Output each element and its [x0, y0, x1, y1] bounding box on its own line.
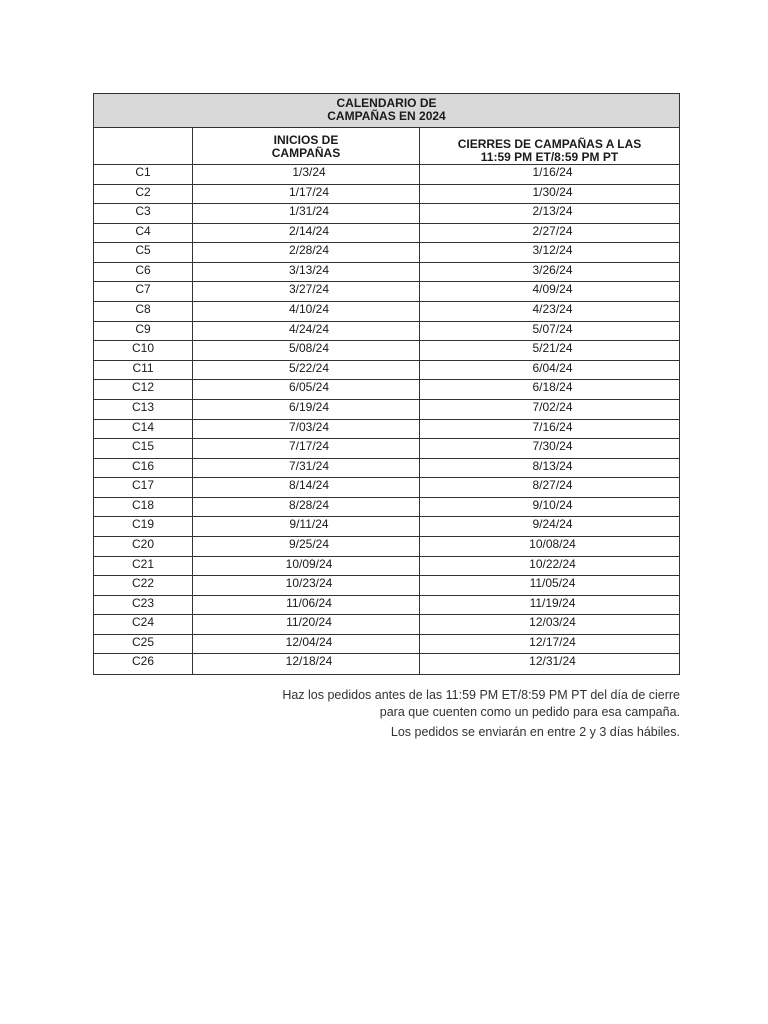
table-header-row	[94, 128, 679, 165]
campaign-cell: C11	[94, 361, 193, 380]
campaign-cell: C17	[94, 478, 193, 497]
start-date-cell: 12/04/24	[193, 635, 420, 654]
campaign-cell: C4	[94, 224, 193, 243]
start-date-cell: 8/28/24	[193, 498, 420, 517]
campaign-cell: C1	[94, 165, 193, 184]
campaign-cell: C10	[94, 341, 193, 360]
table-row	[94, 596, 679, 616]
table-row	[94, 517, 679, 537]
start-date-cell: 8/14/24	[193, 478, 420, 497]
header-close	[420, 128, 679, 164]
close-date-cell: 11/19/24	[529, 595, 576, 610]
campaign-cell: C3	[94, 204, 193, 223]
header-start-line1: INICIOS DE	[273, 133, 339, 147]
start-date-cell: 9/25/24	[193, 537, 420, 556]
start-date-cell: 10/09/24	[193, 557, 420, 576]
start-date-cell: 1/3/24	[193, 165, 420, 184]
campaign-cell: C16	[94, 459, 193, 478]
close-date-cell: 6/04/24	[532, 360, 573, 375]
start-date-cell: 12/18/24	[193, 654, 420, 674]
start-date-cell: 4/10/24	[193, 302, 420, 321]
table-row	[94, 302, 679, 322]
start-date-cell: 10/23/24	[193, 576, 420, 595]
table-title-line2: CAMPAÑAS EN 2024	[327, 109, 446, 123]
table-row	[94, 185, 679, 205]
close-date-cell: 1/30/24	[532, 184, 573, 199]
table-row	[94, 263, 679, 283]
start-date-cell: 4/24/24	[193, 322, 420, 341]
table-row	[94, 204, 679, 224]
footer-line2: para que cuenten como un pedido para esa campaña.	[379, 705, 680, 719]
start-date-cell: 1/31/24	[193, 204, 420, 223]
close-date-cell: 4/09/24	[532, 282, 573, 297]
close-date-cell: 10/22/24	[529, 556, 576, 571]
campaign-cell: C15	[94, 439, 193, 458]
close-date-cell: 7/30/24	[532, 439, 573, 454]
close-date-cell: 7/16/24	[532, 419, 573, 434]
table-row	[94, 165, 679, 185]
campaign-cell: C24	[94, 615, 193, 634]
close-date-cell: 11/05/24	[529, 576, 576, 591]
table-title-line1: CALENDARIO DE	[336, 96, 437, 110]
campaign-cell: C9	[94, 322, 193, 341]
table-row	[94, 439, 679, 459]
footer-line1: Haz los pedidos antes de las 11:59 PM ET/8:59 PM PT del día de cierre	[282, 688, 680, 702]
table-row	[94, 478, 679, 498]
start-date-cell: 11/20/24	[193, 615, 420, 634]
start-date-cell: 2/14/24	[193, 224, 420, 243]
close-date-cell: 9/10/24	[532, 497, 573, 512]
header-close-line1: CIERRES DE CAMPAÑAS A LAS	[457, 137, 642, 151]
campaign-cell: C8	[94, 302, 193, 321]
table-row	[94, 615, 679, 635]
close-date-cell: 2/27/24	[532, 223, 573, 238]
footer-note	[282, 687, 680, 721]
start-date-cell: 7/03/24	[193, 420, 420, 439]
table-row	[94, 224, 679, 244]
close-date-cell: 3/26/24	[532, 262, 573, 277]
start-date-cell: 5/22/24	[193, 361, 420, 380]
table-title	[94, 94, 679, 128]
table-row	[94, 498, 679, 518]
table-row	[94, 400, 679, 420]
close-date-cell: 12/31/24	[529, 654, 576, 669]
close-date-cell: 8/13/24	[532, 458, 573, 473]
start-date-cell: 3/13/24	[193, 263, 420, 282]
start-date-cell: 9/11/24	[193, 517, 420, 536]
header-close-line2: 11:59 PM ET/8:59 PM PT	[480, 150, 619, 164]
close-date-cell: 1/16/24	[532, 165, 573, 179]
close-date-cell: 3/12/24	[532, 243, 573, 258]
table-row	[94, 341, 679, 361]
table-row	[94, 459, 679, 479]
start-date-cell: 5/08/24	[193, 341, 420, 360]
table-row	[94, 361, 679, 381]
start-date-cell: 3/27/24	[193, 282, 420, 301]
table-row	[94, 635, 679, 655]
campaign-cell: C20	[94, 537, 193, 556]
campaign-cell: C22	[94, 576, 193, 595]
campaign-cell: C7	[94, 282, 193, 301]
close-date-cell: 6/18/24	[532, 380, 573, 395]
start-date-cell: 1/17/24	[193, 185, 420, 204]
close-date-cell: 5/07/24	[532, 321, 573, 336]
close-date-cell: 8/27/24	[532, 478, 573, 493]
table-row	[94, 537, 679, 557]
header-start-line2: CAMPAÑAS	[271, 146, 341, 160]
close-date-cell: 10/08/24	[529, 536, 576, 551]
start-date-cell: 11/06/24	[193, 596, 420, 615]
start-date-cell: 7/17/24	[193, 439, 420, 458]
campaign-cell: C19	[94, 517, 193, 536]
campaign-cell: C2	[94, 185, 193, 204]
campaign-cell: C12	[94, 380, 193, 399]
start-date-cell: 7/31/24	[193, 459, 420, 478]
close-date-cell: 9/24/24	[532, 517, 573, 532]
campaign-calendar-table	[93, 93, 680, 675]
close-date-cell: 7/02/24	[532, 399, 573, 414]
start-date-cell: 2/28/24	[193, 243, 420, 262]
table-row	[94, 576, 679, 596]
close-date-cell: 2/13/24	[532, 204, 573, 219]
close-date-cell: 5/21/24	[532, 341, 573, 356]
close-date-cell: 12/17/24	[529, 634, 576, 649]
table-row	[94, 282, 679, 302]
table-row	[94, 420, 679, 440]
header-campaign	[94, 128, 193, 164]
campaign-cell: C5	[94, 243, 193, 262]
campaign-cell: C26	[94, 654, 193, 674]
header-start	[193, 128, 420, 164]
campaign-cell: C6	[94, 263, 193, 282]
start-date-cell: 6/19/24	[193, 400, 420, 419]
campaign-cell: C21	[94, 557, 193, 576]
footer-shipping-note	[391, 724, 680, 741]
start-date-cell: 6/05/24	[193, 380, 420, 399]
campaign-cell: C23	[94, 596, 193, 615]
table-row	[94, 654, 679, 674]
table-row	[94, 557, 679, 577]
campaign-cell: C14	[94, 420, 193, 439]
table-row	[94, 243, 679, 263]
table-body	[94, 165, 679, 674]
close-date-cell: 12/03/24	[529, 615, 576, 630]
campaign-cell: C13	[94, 400, 193, 419]
campaign-cell: C25	[94, 635, 193, 654]
table-row	[94, 322, 679, 342]
table-row	[94, 380, 679, 400]
close-date-cell: 4/23/24	[532, 302, 573, 317]
campaign-cell: C18	[94, 498, 193, 517]
footer-line3: Los pedidos se enviarán en entre 2 y 3 días hábiles.	[390, 725, 680, 739]
